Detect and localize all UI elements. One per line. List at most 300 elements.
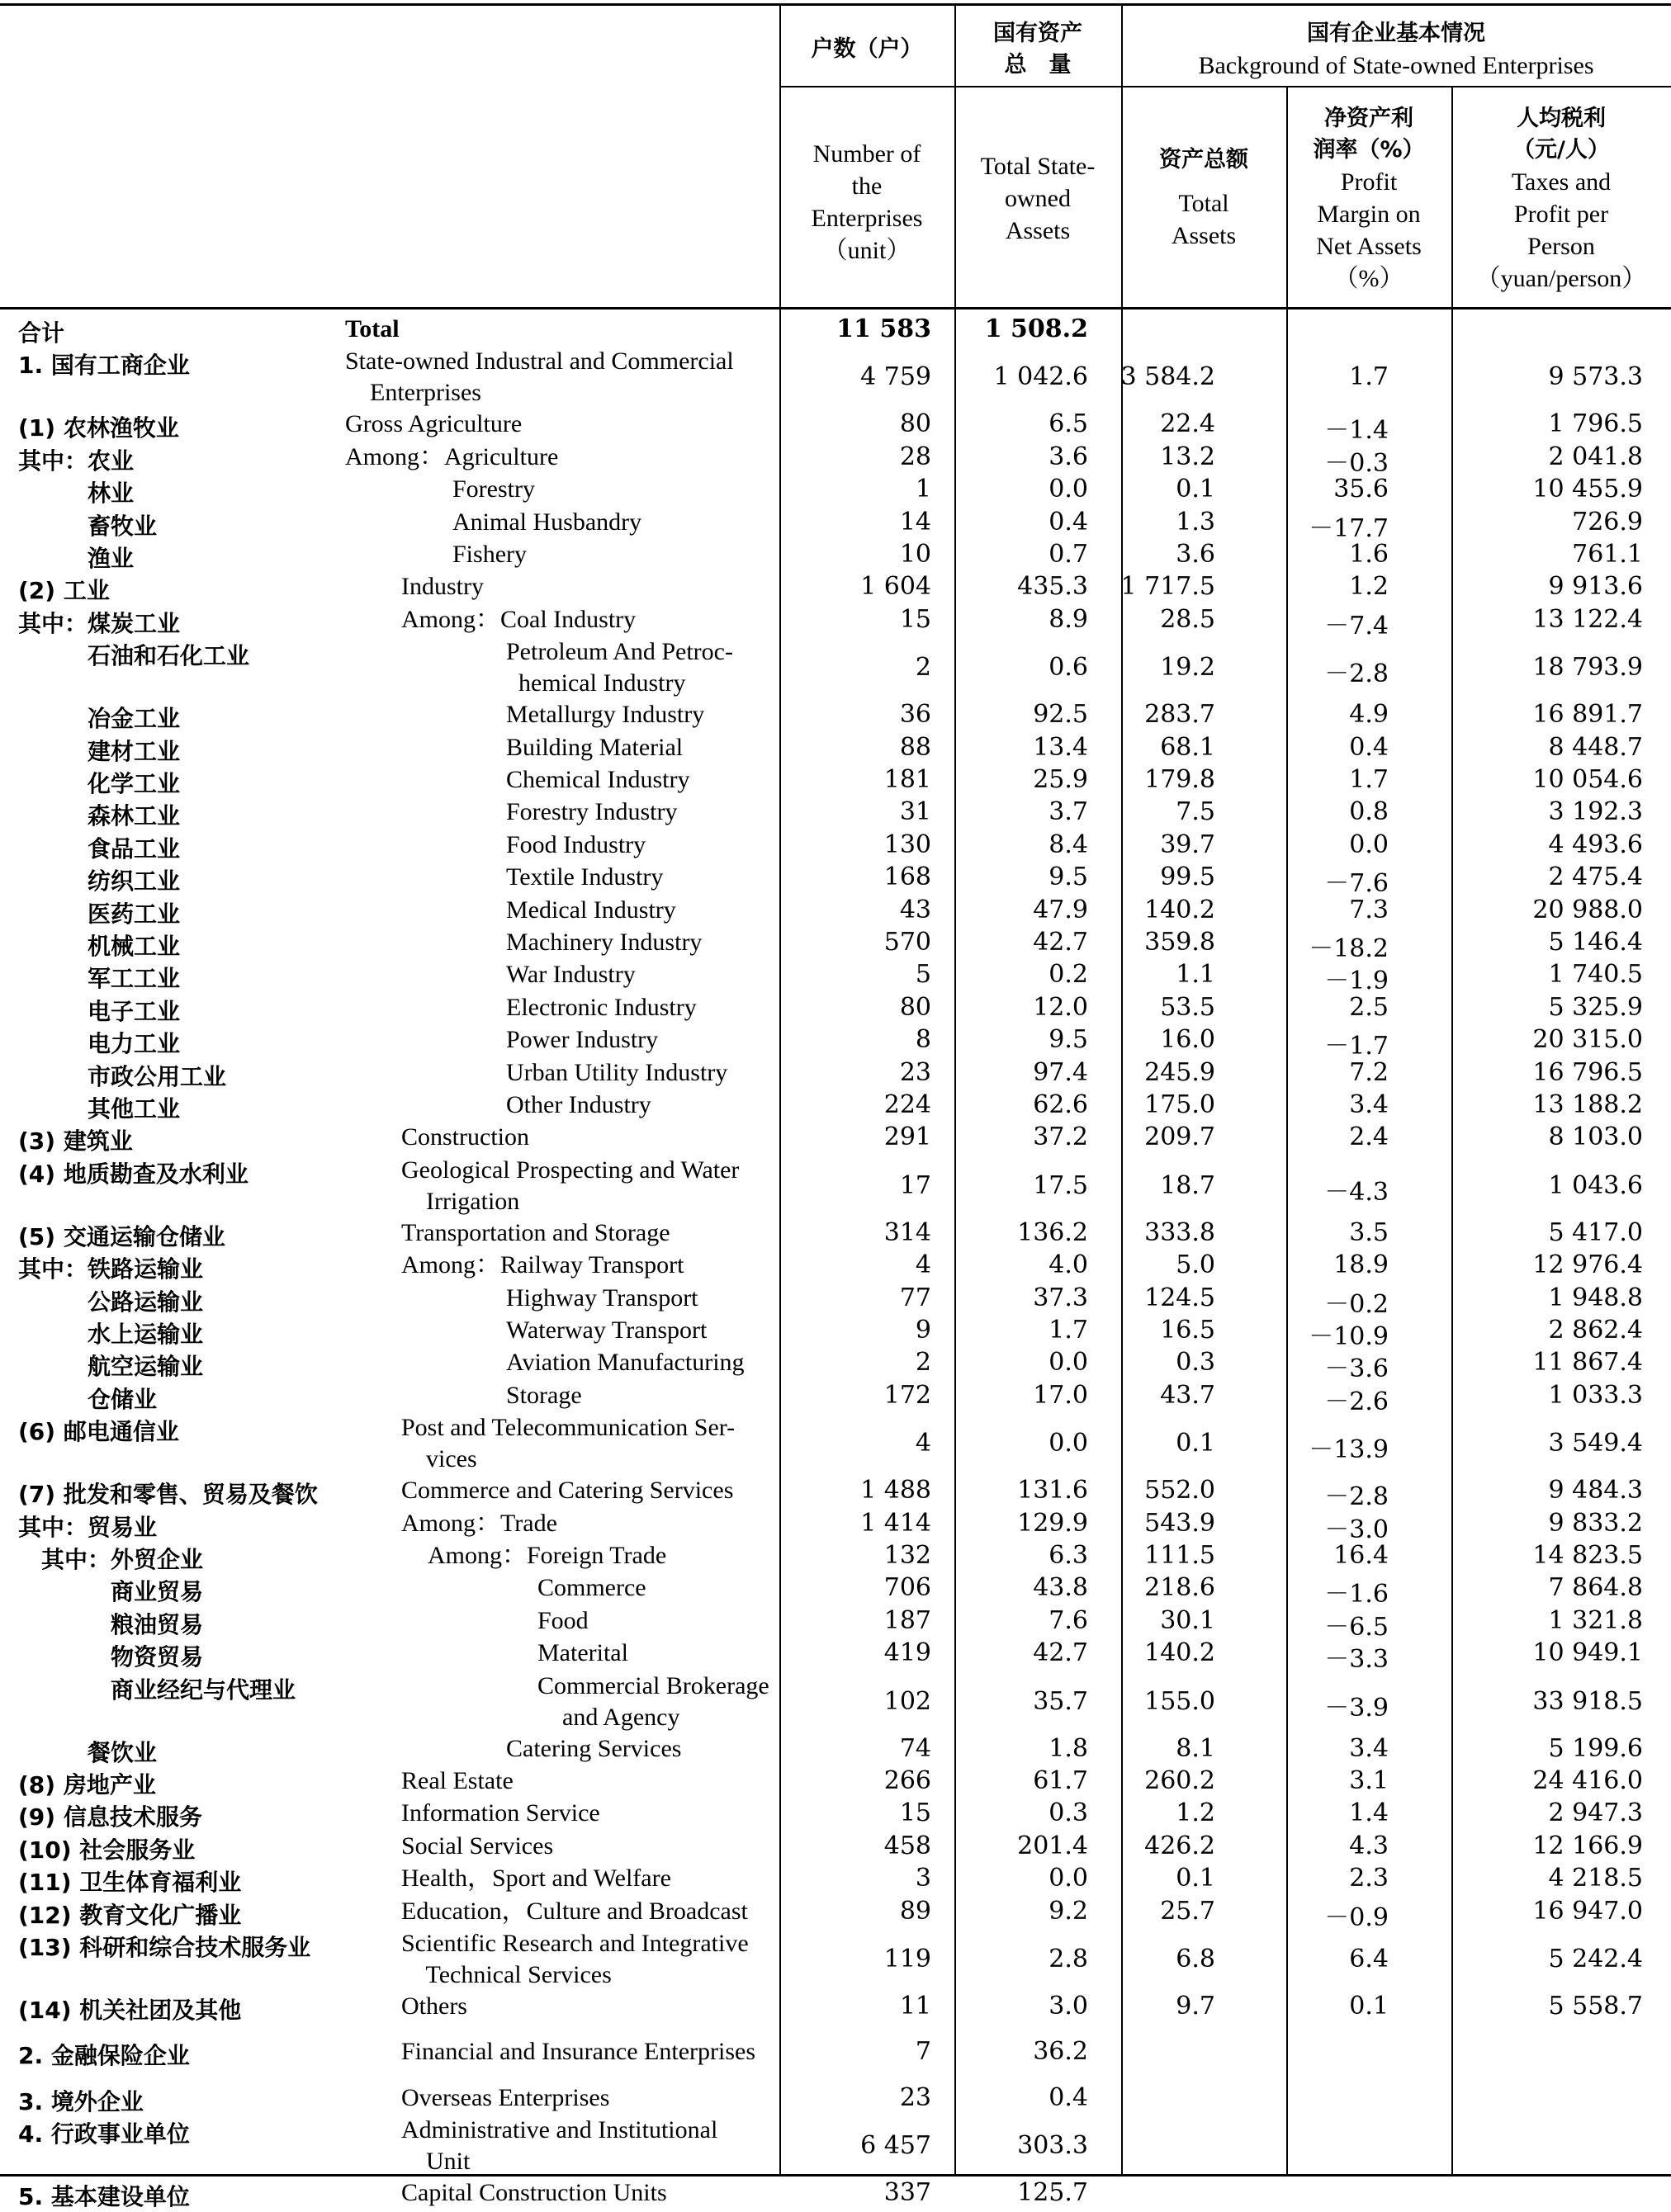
- cell-state-assets: 0.3: [1049, 1798, 1088, 1828]
- cell-profit-margin: －7.6: [1324, 869, 1389, 899]
- row-label-en: Storage: [506, 1381, 582, 1409]
- header-tax-zh-line: （元/人）: [1512, 137, 1610, 163]
- table-row: [0, 571, 1671, 603]
- cell-count: 15: [899, 1798, 931, 1828]
- row-label-en: Construction: [401, 1123, 529, 1151]
- cell-profit-margin: －6.5: [1324, 1612, 1389, 1642]
- cell-total-assets: 68.1: [1160, 732, 1215, 762]
- row-label-zh: 其中：农业: [18, 447, 135, 475]
- cell-count: 2: [915, 1348, 931, 1378]
- cell-count: 23: [899, 1057, 931, 1087]
- cell-count: 266: [883, 1766, 931, 1795]
- row-label-en: Scientific Research and Integrative Technical Services: [401, 1930, 749, 1988]
- cell-total-assets: 25.7: [1160, 1896, 1215, 1926]
- row-label-en: Food: [537, 1606, 589, 1634]
- cell-count: 9: [915, 1316, 931, 1345]
- row-label-zh: (10) 社会服务业: [18, 1836, 196, 1864]
- cell-profit-margin: －17.7: [1309, 513, 1389, 543]
- cell-total-assets: 28.5: [1160, 604, 1215, 634]
- cell-state-assets: 37.2: [1033, 1123, 1088, 1152]
- header-tax-en-line: Person: [1527, 233, 1595, 260]
- table-row: [0, 604, 1671, 640]
- header-assets-en-line: owned: [1005, 184, 1071, 212]
- cell-tax-per-person: 5 146.4: [1548, 928, 1643, 957]
- cell-count: 4 759: [860, 362, 931, 392]
- cell-count: 6 457: [860, 2131, 931, 2161]
- cell-count: 43: [899, 895, 931, 924]
- cell-profit-margin: －0.3: [1324, 448, 1389, 478]
- cell-tax-per-person: 10 949.1: [1532, 1638, 1643, 1668]
- cell-profit-margin: －0.9: [1324, 1902, 1389, 1932]
- cell-state-assets: 435.3: [1017, 572, 1088, 602]
- cell-tax-per-person: 3 192.3: [1548, 797, 1643, 827]
- cell-count: 23: [899, 2082, 931, 2112]
- row-label-zh: 食品工业: [18, 834, 181, 863]
- cell-total-assets: 333.8: [1144, 1217, 1215, 1247]
- cell-state-assets: 129.9: [1017, 1508, 1088, 1538]
- cell-profit-margin: 0.4: [1349, 732, 1389, 762]
- row-label-zh: 医药工业: [18, 900, 181, 928]
- cell-total-assets: 16.5: [1160, 1316, 1215, 1345]
- cell-tax-per-person: 5 325.9: [1548, 992, 1643, 1022]
- header-margin-en-line: Profit: [1340, 168, 1398, 196]
- table-row: [0, 1508, 1671, 1544]
- row-label-zh: (14) 机关社团及其他: [18, 1997, 242, 2024]
- cell-total-assets: 426.2: [1144, 1831, 1215, 1860]
- row-label-en: Metallurgy Industry: [506, 701, 705, 729]
- cell-tax-per-person: 12 976.4: [1532, 1250, 1643, 1280]
- cell-count: 1 604: [860, 572, 931, 602]
- cell-total-assets: 543.9: [1144, 1508, 1215, 1538]
- row-label-en: Industry: [401, 573, 484, 601]
- row-label-zh: 电力工业: [18, 1030, 181, 1058]
- table-row: [0, 2115, 1671, 2177]
- row-label-en: Commercial Brokerage and Agency: [537, 1671, 769, 1731]
- row-label-zh: (4) 地质勘查及水利业: [18, 1160, 249, 1188]
- cell-total-assets: 245.9: [1144, 1057, 1215, 1087]
- row-label-en: Machinery Industry: [506, 929, 703, 956]
- table-row: [0, 992, 1671, 1024]
- row-label-zh: 仓储业: [18, 1385, 158, 1413]
- table-row: [0, 2177, 1671, 2210]
- header-tax-en-line: Profit per: [1513, 201, 1609, 228]
- cell-total-assets: 1.1: [1176, 960, 1215, 990]
- cell-total-assets: 3.6: [1176, 540, 1215, 569]
- header-margin-zh-line: 净资产利: [1324, 106, 1413, 131]
- cell-total-assets: 124.5: [1144, 1283, 1215, 1312]
- row-label-zh: 商业贸易: [18, 1578, 204, 1606]
- cell-state-assets: 3.7: [1049, 797, 1088, 827]
- cell-state-assets: 3.6: [1049, 442, 1088, 471]
- cell-count: 181: [883, 765, 931, 794]
- row-label-zh: 水上运输业: [18, 1321, 204, 1348]
- row-label-zh: 5. 基本建设单位: [18, 2183, 190, 2211]
- cell-count: 224: [883, 1090, 931, 1119]
- table-row: [0, 1412, 1671, 1475]
- cell-state-assets: 1.8: [1049, 1733, 1088, 1763]
- row-label-en: Post and Telecommunication Ser- vices: [401, 1414, 736, 1473]
- cell-count: 168: [883, 863, 931, 892]
- row-label-en: Social Services: [401, 1832, 554, 1860]
- cell-profit-margin: 4.3: [1349, 1831, 1389, 1860]
- row-label-zh: 1. 国有工商企业: [18, 352, 190, 380]
- header-margin-en-line: （%）: [1333, 265, 1404, 292]
- cell-count: 36: [899, 700, 931, 730]
- cell-state-assets: 6.5: [1049, 409, 1088, 439]
- row-label-zh: 其中：贸易业: [18, 1513, 158, 1541]
- cell-total-assets: 209.7: [1144, 1123, 1215, 1152]
- row-label-en: Overseas Enterprises: [401, 2083, 610, 2111]
- cell-count: 77: [899, 1283, 931, 1312]
- cell-tax-per-person: 16 796.5: [1532, 1057, 1643, 1087]
- group-rule: [779, 86, 1671, 87]
- cell-tax-per-person: 18 793.9: [1532, 653, 1643, 683]
- cell-count: 17: [899, 1170, 931, 1200]
- cell-profit-margin: 1.7: [1349, 765, 1389, 794]
- cell-count: 102: [883, 1686, 931, 1716]
- row-label-zh: 石油和石化工业: [18, 642, 250, 670]
- cell-profit-margin: －1.9: [1324, 967, 1389, 996]
- table-row: [0, 862, 1671, 899]
- cell-count: 88: [899, 732, 931, 762]
- cell-state-assets: 303.3: [1017, 2131, 1088, 2161]
- cell-profit-margin: －13.9: [1309, 1435, 1389, 1465]
- cell-state-assets: 61.7: [1033, 1766, 1088, 1795]
- cell-profit-margin: －4.3: [1324, 1177, 1389, 1207]
- cell-tax-per-person: 1 796.5: [1548, 409, 1643, 439]
- row-label-en: State-owned Industral and Commercial Enterprises: [345, 347, 734, 407]
- row-label-zh: (1) 农林渔牧业: [18, 414, 179, 442]
- cell-profit-margin: 0.8: [1349, 797, 1389, 827]
- cell-tax-per-person: 9 833.2: [1548, 1508, 1643, 1538]
- cell-state-assets: 8.4: [1049, 830, 1088, 859]
- cell-state-assets: 9.2: [1049, 1896, 1088, 1926]
- cell-state-assets: 35.7: [1033, 1686, 1088, 1716]
- cell-profit-margin: 2.5: [1349, 992, 1389, 1022]
- cell-total-assets: 218.6: [1144, 1573, 1215, 1603]
- cell-total-assets: 19.2: [1160, 653, 1215, 683]
- table-row: [0, 442, 1671, 478]
- cell-count: 11: [899, 1992, 931, 2021]
- row-label-en: Power Industry: [506, 1026, 659, 1054]
- row-label-zh: 商业经纪与代理业: [18, 1676, 296, 1704]
- cell-tax-per-person: 1 033.3: [1548, 1380, 1643, 1410]
- cell-state-assets: 136.2: [1017, 1217, 1088, 1247]
- cell-profit-margin: 1.6: [1349, 540, 1389, 569]
- header-total-en-line: Assets: [1171, 222, 1237, 249]
- table-row: [0, 927, 1671, 963]
- table-row: [0, 1089, 1671, 1122]
- table-row: [0, 895, 1671, 927]
- cell-tax-per-person: 1 043.6: [1548, 1170, 1643, 1200]
- header-assets-zh-line: 国有资产: [993, 21, 1082, 46]
- row-label-en: Urban Utility Industry: [506, 1058, 728, 1086]
- header-assets-en-line: Assets: [1005, 216, 1071, 244]
- cell-profit-margin: 2.4: [1349, 1123, 1389, 1152]
- cell-profit-margin: －3.9: [1324, 1693, 1389, 1723]
- table-row: [0, 1347, 1671, 1384]
- header-group-en: Background of State-owned Enterprises: [1198, 51, 1594, 79]
- cell-tax-per-person: 9 573.3: [1548, 362, 1643, 392]
- row-label-zh: 公路运输业: [18, 1288, 204, 1316]
- cell-total-assets: 43.7: [1160, 1380, 1215, 1410]
- table-row: [0, 699, 1671, 731]
- cell-count: 3: [915, 1864, 931, 1893]
- row-label-zh: (12) 教育文化广播业: [18, 1901, 242, 1929]
- row-label-zh: 2. 金融保险企业: [18, 2042, 190, 2070]
- cell-count: 291: [883, 1123, 931, 1152]
- row-label-zh: 其中：煤炭工业: [18, 609, 181, 637]
- row-label-en: Among：Trade: [401, 1509, 557, 1537]
- cell-state-assets: 43.8: [1033, 1573, 1088, 1603]
- row-label-en: Electronic Industry: [506, 993, 697, 1021]
- row-label-en: Fishery: [452, 541, 527, 568]
- row-label-zh: 物资贸易: [18, 1643, 204, 1671]
- cell-tax-per-person: 4 218.5: [1548, 1864, 1643, 1893]
- header-count-en-line: Number of: [812, 140, 921, 168]
- cell-state-assets: 62.6: [1033, 1090, 1088, 1119]
- cell-profit-margin: －10.9: [1309, 1322, 1389, 1351]
- cell-state-assets: 0.0: [1049, 475, 1088, 504]
- table-row: [0, 2036, 1671, 2068]
- cell-count: 172: [883, 1380, 931, 1410]
- table-row: [0, 1057, 1671, 1089]
- cell-profit-margin: 1.7: [1349, 362, 1389, 392]
- row-label-en: Among：Agriculture: [345, 442, 559, 470]
- table-row: [0, 539, 1671, 571]
- table-row: [0, 507, 1671, 543]
- cell-tax-per-person: 5 242.4: [1548, 1945, 1643, 1973]
- table-row: [0, 796, 1671, 829]
- cell-state-assets: 13.4: [1033, 732, 1088, 762]
- cell-profit-margin: －1.6: [1324, 1580, 1389, 1609]
- row-label-zh: 畜牧业: [18, 512, 158, 540]
- row-label-en: Health，Sport and Welfare: [401, 1865, 671, 1893]
- cell-count: 10: [899, 540, 931, 569]
- cell-state-assets: 3.0: [1049, 1992, 1088, 2021]
- row-label-en: Highway Transport: [506, 1283, 698, 1312]
- row-label-en: Among：Coal Industry: [401, 605, 637, 633]
- table-row: [0, 959, 1671, 996]
- cell-total-assets: 1.3: [1176, 507, 1215, 536]
- cell-profit-margin: 4.9: [1349, 700, 1389, 730]
- row-label-en: Information Service: [401, 1799, 600, 1827]
- table-row: [0, 1250, 1671, 1282]
- cell-tax-per-person: 8 448.7: [1548, 732, 1643, 762]
- cell-total-assets: 140.2: [1144, 1638, 1215, 1668]
- header-assets-en: [954, 136, 1121, 260]
- table-row: [0, 1572, 1671, 1609]
- cell-tax-per-person: 33 918.5: [1532, 1686, 1643, 1716]
- cell-count: 337: [883, 2178, 931, 2208]
- cell-state-assets: 201.4: [1017, 1831, 1088, 1860]
- header-count-en: [779, 132, 954, 272]
- table-row: [0, 764, 1671, 796]
- row-label-en: Catering Services: [506, 1734, 682, 1762]
- cell-state-assets: 6.3: [1049, 1541, 1088, 1570]
- cell-count: 2: [915, 653, 931, 683]
- row-label-zh: 渔业: [18, 545, 135, 572]
- cell-count: 458: [883, 1831, 931, 1860]
- header-assets-zh: [954, 12, 1121, 87]
- cell-state-assets: 17.0: [1033, 1380, 1088, 1410]
- cell-state-assets: 1 042.6: [993, 362, 1088, 392]
- cell-total-assets: 0.1: [1176, 475, 1215, 504]
- cell-total-assets: 7.5: [1176, 797, 1215, 827]
- header-count-en-line: Enterprises: [811, 205, 923, 232]
- cell-profit-margin: 0.0: [1349, 830, 1389, 859]
- row-label-zh: 餐饮业: [18, 1738, 158, 1766]
- cell-total-assets: 8.1: [1176, 1733, 1215, 1763]
- row-label-zh: 纺织工业: [18, 867, 181, 896]
- row-label-en: Real Estate: [401, 1767, 514, 1794]
- row-label-zh: 电子工业: [18, 997, 181, 1025]
- row-label-zh: 机械工业: [18, 933, 181, 960]
- cell-state-assets: 0.0: [1049, 1864, 1088, 1893]
- cell-state-assets: 0.6: [1049, 653, 1088, 683]
- cell-total-assets: 22.4: [1160, 409, 1215, 439]
- table-row: [0, 1928, 1671, 1991]
- cell-state-assets: 17.5: [1033, 1170, 1088, 1200]
- row-label-en: Medical Industry: [506, 896, 676, 924]
- row-label-zh: 化学工业: [18, 770, 181, 797]
- cell-total-assets: 1 717.5: [1120, 572, 1215, 602]
- cell-total-assets: 18.7: [1160, 1170, 1215, 1200]
- row-label-zh: 市政公用工业: [18, 1062, 227, 1090]
- row-label-zh: 其他工业: [18, 1095, 181, 1123]
- cell-tax-per-person: 5 417.0: [1548, 1217, 1643, 1247]
- cell-tax-per-person: 1 321.8: [1548, 1605, 1643, 1635]
- cell-total-assets: 99.5: [1160, 863, 1215, 892]
- cell-count: 80: [899, 992, 931, 1022]
- cell-count: 14: [899, 507, 931, 536]
- header-group-zh: 国有企业基本情况: [1307, 20, 1485, 46]
- cell-count: 74: [899, 1733, 931, 1763]
- table-row: [0, 1638, 1671, 1675]
- header-assets-en-line: Total State-: [980, 152, 1096, 180]
- header-count-zh: [779, 12, 954, 87]
- cell-profit-margin: 3.4: [1349, 1733, 1389, 1763]
- cell-total-assets: 6.8: [1176, 1945, 1215, 1973]
- cell-tax-per-person: 761.1: [1572, 540, 1643, 569]
- cell-profit-margin: 3.1: [1349, 1766, 1389, 1795]
- cell-total-assets: 13.2: [1160, 442, 1215, 471]
- cell-tax-per-person: 5 558.7: [1548, 1992, 1643, 2021]
- cell-state-assets: 0.0: [1049, 1429, 1088, 1458]
- header-tax-en-line: （yuan/person）: [1475, 265, 1647, 292]
- cell-total-assets: 16.0: [1160, 1025, 1215, 1055]
- header-margin: [1286, 91, 1451, 307]
- row-label-en: War Industry: [506, 961, 636, 989]
- cell-profit-margin: －3.6: [1324, 1354, 1389, 1384]
- cell-total-assets: 155.0: [1144, 1686, 1215, 1716]
- cell-state-assets: 131.6: [1017, 1476, 1088, 1505]
- cell-total-assets: 0.1: [1176, 1864, 1215, 1893]
- table-row: [0, 1896, 1671, 1932]
- cell-tax-per-person: 2 475.4: [1548, 863, 1643, 892]
- cell-state-assets: 92.5: [1033, 700, 1088, 730]
- cell-total-assets: 111.5: [1144, 1541, 1215, 1570]
- cell-count: 706: [883, 1573, 931, 1603]
- cell-state-assets: 7.6: [1049, 1605, 1088, 1635]
- table-row: [0, 1991, 1671, 2023]
- cell-count: 5: [915, 960, 931, 990]
- header-margin-en-line: Margin on: [1317, 201, 1421, 228]
- cell-profit-margin: －7.4: [1324, 611, 1389, 640]
- top-rule: [0, 3, 1671, 6]
- row-label-zh: 其中：外贸企业: [18, 1546, 204, 1573]
- cell-state-assets: 8.9: [1049, 604, 1088, 634]
- cell-tax-per-person: 3 549.4: [1548, 1429, 1643, 1458]
- cell-tax-per-person: 24 416.0: [1532, 1766, 1643, 1795]
- cell-profit-margin: －0.2: [1324, 1289, 1389, 1319]
- cell-count: 187: [883, 1605, 931, 1635]
- table-row: [0, 1315, 1671, 1351]
- cell-state-assets: 42.7: [1033, 928, 1088, 957]
- table-row: [0, 1155, 1671, 1217]
- row-label-zh: 建材工业: [18, 737, 181, 765]
- cell-count: 8: [915, 1025, 931, 1055]
- table-row: [0, 409, 1671, 446]
- row-label-en: Food Industry: [506, 830, 646, 858]
- cell-total-assets: 140.2: [1144, 895, 1215, 924]
- cell-total-assets: 552.0: [1144, 1476, 1215, 1505]
- cell-state-assets: 42.7: [1033, 1638, 1088, 1668]
- cell-tax-per-person: 1 948.8: [1548, 1283, 1643, 1312]
- cell-state-assets: 2.8: [1049, 1945, 1088, 1973]
- cell-profit-margin: 35.6: [1333, 475, 1389, 504]
- table-row: [0, 346, 1671, 409]
- cell-count: 119: [883, 1945, 931, 1973]
- cell-profit-margin: 3.4: [1349, 1090, 1389, 1119]
- cell-profit-margin: 0.1: [1349, 1992, 1389, 2021]
- header-count-en-line: the: [851, 173, 883, 200]
- table-row: [0, 830, 1671, 862]
- cell-profit-margin: －2.6: [1324, 1387, 1389, 1416]
- row-label-zh: (7) 批发和零售、贸易及餐饮: [18, 1481, 318, 1509]
- header-total-assets: [1121, 132, 1286, 264]
- row-label-zh: 军工工业: [18, 965, 181, 993]
- cell-count: 1 488: [860, 1476, 931, 1505]
- header-margin-en-line: Net Assets: [1316, 233, 1422, 260]
- row-label-en: Forestry: [452, 475, 535, 503]
- row-label-en: Among：Railway Transport: [401, 1251, 684, 1279]
- cell-tax-per-person: 16 947.0: [1532, 1896, 1643, 1926]
- header-total-zh: 资产总额: [1159, 147, 1248, 173]
- cell-profit-margin: 7.2: [1349, 1057, 1389, 1087]
- cell-count: 1: [915, 475, 931, 504]
- table-row: [0, 1671, 1671, 1733]
- cell-total-assets: 0.1: [1176, 1429, 1215, 1458]
- cell-total-assets: 175.0: [1144, 1090, 1215, 1119]
- cell-state-assets: 0.4: [1049, 2082, 1088, 2112]
- cell-profit-margin: 18.9: [1333, 1250, 1389, 1280]
- cell-profit-margin: 16.4: [1333, 1541, 1389, 1570]
- cell-state-assets: 0.2: [1049, 960, 1088, 990]
- cell-tax-per-person: 5 199.6: [1548, 1733, 1643, 1763]
- row-label-zh: 粮油贸易: [18, 1610, 204, 1638]
- cell-state-assets: 12.0: [1033, 992, 1088, 1022]
- header-group: [1121, 12, 1671, 87]
- row-label-zh: (13) 科研和综合技术服务业: [18, 1934, 311, 1961]
- header-tax-zh-line: 人均税利: [1517, 106, 1606, 131]
- row-label-en: Waterway Transport: [506, 1316, 708, 1344]
- cell-total-assets: 30.1: [1160, 1605, 1215, 1635]
- table-row: [0, 1024, 1671, 1061]
- cell-tax-per-person: 2 862.4: [1548, 1316, 1643, 1345]
- row-label-en: Geological Prospecting and Water Irrigation: [401, 1156, 740, 1215]
- row-label-en: Others: [401, 1992, 467, 2020]
